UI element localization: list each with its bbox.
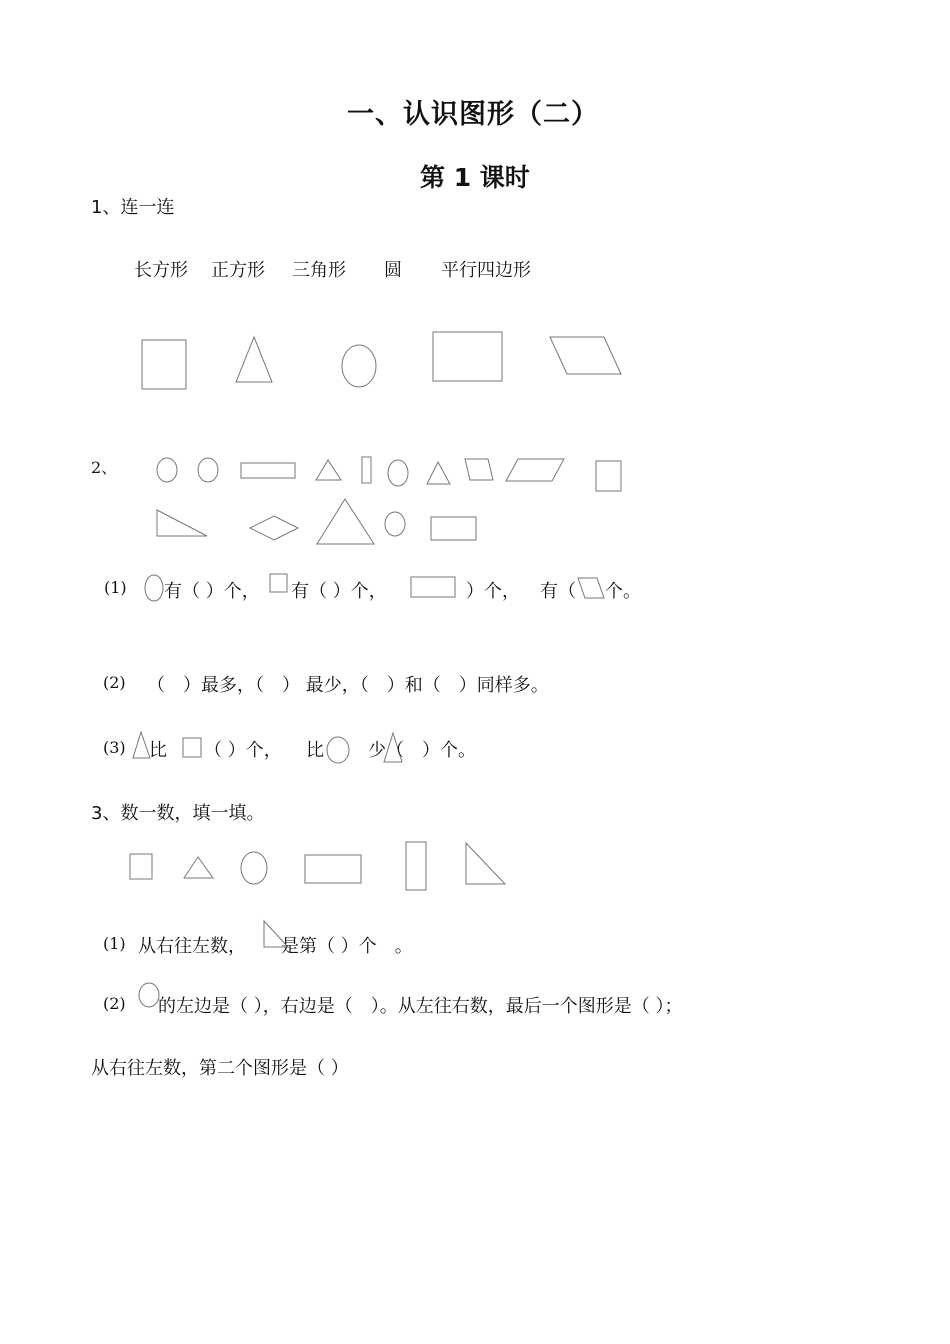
q3p2-label: (2) [103, 994, 126, 1013]
q3p1-text-2: 是第（ ）个 。 [281, 936, 413, 957]
q2p1-text-circle: 有（ ）个， [164, 581, 260, 602]
q2-triangle-3 [317, 499, 374, 544]
q2p3-text-4: 少（ ）个。 [368, 740, 476, 761]
q2p2-text: （ ）最多，（ ） 最少，（ ）和（ ）同样多。 [147, 675, 549, 696]
q2p3-text-2: （ ）个， [204, 740, 282, 761]
q2p1-text-square: 有（ ）个， [291, 581, 387, 602]
q2-triangle-1 [316, 460, 341, 480]
q3-last-line: 从右往左数，第二个图形是（ ） [91, 1058, 349, 1079]
q1-name-triangle: 三角形 [292, 260, 346, 281]
q2-oval-4 [385, 512, 405, 536]
q2-oval-3 [388, 460, 408, 486]
q2p1-square-icon [270, 574, 287, 592]
q2-oval-2 [198, 458, 218, 482]
q2p1-parallelogram-icon [578, 578, 604, 598]
q2p3-circle-icon [327, 737, 349, 763]
q1-square-shape [142, 340, 186, 389]
q1-name-rectangle: 长方形 [134, 260, 188, 281]
q3-triangle-shape [184, 857, 213, 878]
q3-right-triangle-shape [466, 843, 505, 884]
q2p1-label: (1) [104, 578, 127, 597]
q2p1-circle-icon [145, 575, 163, 601]
q2-rectangle-2 [362, 457, 371, 483]
q2p2-label: (2) [103, 673, 126, 692]
q2-oval-1 [157, 458, 177, 482]
q2p3-square-icon [183, 738, 201, 757]
q2p3-text-1: 比 [149, 740, 167, 761]
q3p1-label: (1) [103, 934, 126, 953]
q1-name-parallelogram: 平行四边形 [441, 260, 531, 281]
lesson-subtitle: 第 1 课时 [420, 163, 530, 192]
q1-name-square: 正方形 [211, 260, 265, 281]
q2-square-1 [596, 461, 621, 491]
q2p1-text-end: 个。 [605, 581, 641, 602]
q3p2-text: 的左边是（ ），右边是（ ）。从左往右数，最后一个图形是（ ）； [158, 996, 683, 1017]
q1-rectangle-shape [433, 332, 502, 381]
q2-right-triangle [157, 510, 207, 536]
q3-square-shape [130, 854, 152, 879]
q2-number: 2、 [91, 458, 118, 477]
q3-rectangle-shape [305, 855, 361, 883]
q3p2-circle-icon [139, 983, 159, 1007]
page-title: 一、认识图形（二） [347, 99, 599, 130]
q2-rectangle-1 [241, 463, 295, 478]
q2p1-rectangle-icon [411, 577, 455, 597]
q2p3-label: (3) [103, 738, 126, 757]
q2p3-text-3: 比 [306, 740, 324, 761]
q2-rhombus [250, 516, 298, 540]
q2-triangle-2 [427, 462, 450, 484]
q1-heading: 1、连一连 [91, 197, 175, 218]
q3p1-text-1: 从右往左数， [138, 936, 246, 957]
q2-parallelogram-2 [506, 459, 564, 481]
q3-circle-shape [241, 852, 267, 884]
q1-name-circle: 圆 [384, 260, 402, 281]
q1-parallelogram-shape [550, 337, 621, 374]
q1-circle-shape [342, 345, 376, 387]
q2-parallelogram-1 [465, 459, 493, 480]
q2p1-text-parallelogram: 有（ [540, 581, 576, 602]
q1-triangle-shape [236, 337, 272, 382]
q2p3-triangle-icon [133, 732, 150, 758]
q2p1-text-rectangle: ）个， [466, 581, 520, 602]
q3-tall-rectangle-shape [406, 842, 426, 890]
q2-rectangle-3 [431, 517, 476, 540]
q3-heading: 3、数一数，填一填。 [91, 803, 265, 824]
